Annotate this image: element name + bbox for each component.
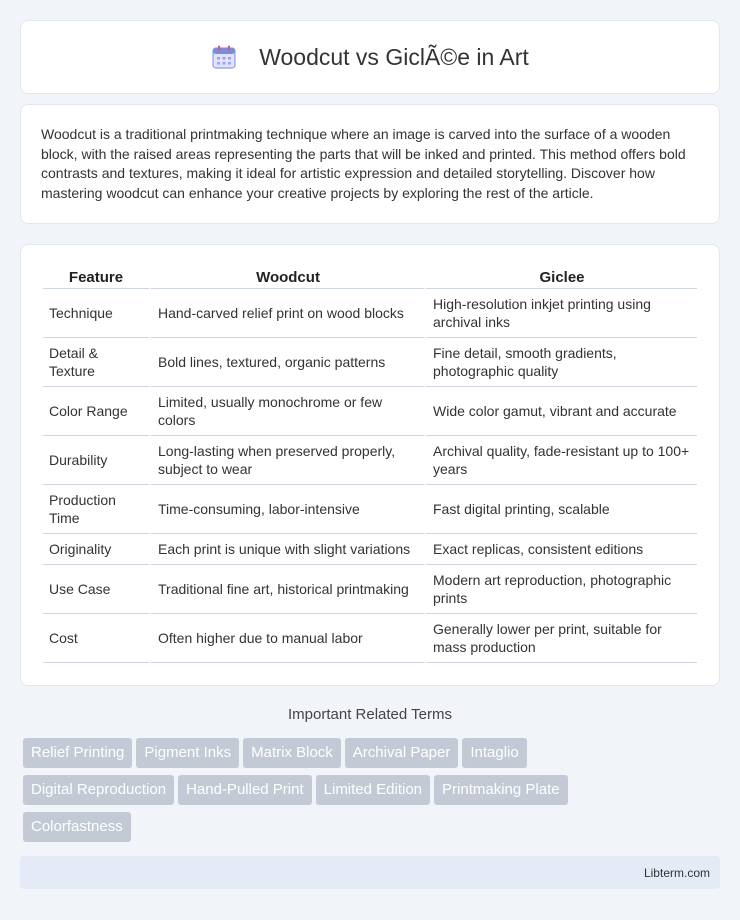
tag-digital-reproduction[interactable]: Digital Reproduction <box>23 775 174 805</box>
table-cell: Technique <box>43 289 149 338</box>
comparison-table-card <box>20 244 720 686</box>
table-cell: High-resolution inkjet printing using archival inks <box>424 289 697 338</box>
table-cell: Color Range <box>43 387 149 436</box>
table-cell: Use Case <box>43 565 149 614</box>
tag-pigment-inks[interactable]: Pigment Inks <box>136 738 239 768</box>
footer-link[interactable]: Libterm.com <box>643 866 710 880</box>
table-cell: Each print is unique with slight variations <box>149 534 424 565</box>
table-row <box>43 565 697 614</box>
related-terms-list <box>23 738 623 849</box>
calendar-icon <box>211 44 237 70</box>
footer <box>20 856 720 889</box>
table-cell: Traditional fine art, historical printmaking <box>149 565 424 614</box>
page-title: Woodcut vs GiclÃ©e in Art <box>259 43 529 70</box>
table-row <box>43 338 697 387</box>
table-cell: Time-consuming, labor-intensive <box>149 485 424 534</box>
table-row <box>43 436 697 485</box>
tag-relief-printing[interactable]: Relief Printing <box>23 738 132 768</box>
table-header-row <box>43 265 697 289</box>
table-row <box>43 289 697 338</box>
related-terms-title: Important Related Terms <box>288 706 452 723</box>
table-cell: Hand-carved relief print on wood blocks <box>149 289 424 338</box>
tag-colorfastness[interactable]: Colorfastness <box>23 812 131 842</box>
column-header: Feature <box>43 265 149 289</box>
tag-matrix-block[interactable]: Matrix Block <box>243 738 341 768</box>
column-header: Woodcut <box>149 265 424 289</box>
tag-archival-paper[interactable]: Archival Paper <box>345 738 459 768</box>
table-cell: Bold lines, textured, organic patterns <box>149 338 424 387</box>
table-cell: Originality <box>43 534 149 565</box>
table-cell: Modern art reproduction, photographic prints <box>424 565 697 614</box>
tag-hand-pulled-print[interactable]: Hand-Pulled Print <box>178 775 312 805</box>
table-row <box>43 534 697 565</box>
column-header: Giclee <box>424 265 697 289</box>
table-cell: Exact replicas, consistent editions <box>424 534 697 565</box>
table-cell: Archival quality, fade-resistant up to 100+ years <box>424 436 697 485</box>
tag-intaglio[interactable]: Intaglio <box>462 738 526 768</box>
table-row <box>43 387 697 436</box>
table-cell: Durability <box>43 436 149 485</box>
title-card <box>20 20 720 94</box>
tag-printmaking-plate[interactable]: Printmaking Plate <box>434 775 568 805</box>
table-cell: Wide color gamut, vibrant and accurate <box>424 387 697 436</box>
intro-card <box>20 104 720 224</box>
table-cell: Often higher due to manual labor <box>149 614 424 663</box>
table-cell: Production Time <box>43 485 149 534</box>
table-cell: Fast digital printing, scalable <box>424 485 697 534</box>
comparison-table <box>43 265 697 663</box>
table-row <box>43 485 697 534</box>
table-cell: Cost <box>43 614 149 663</box>
table-row <box>43 614 697 663</box>
table-cell: Long-lasting when preserved properly, subject to wear <box>149 436 424 485</box>
table-cell: Limited, usually monochrome or few colors <box>149 387 424 436</box>
table-cell: Fine detail, smooth gradients, photographic quality <box>424 338 697 387</box>
tag-limited-edition[interactable]: Limited Edition <box>316 775 430 805</box>
table-cell: Generally lower per print, suitable for mass production <box>424 614 697 663</box>
table-cell: Detail & Texture <box>43 338 149 387</box>
intro-text: Woodcut is a traditional printmaking technique where an image is carved into the surface of a wooden block, with the raised areas representing the parts that will be inked and printed. This method offers bold contrasts and textures, making it ideal for artistic expression and detailed storytelling. Discover how mastering woodcut can enhance your creative projects by exploring the rest of the article. <box>41 126 686 201</box>
